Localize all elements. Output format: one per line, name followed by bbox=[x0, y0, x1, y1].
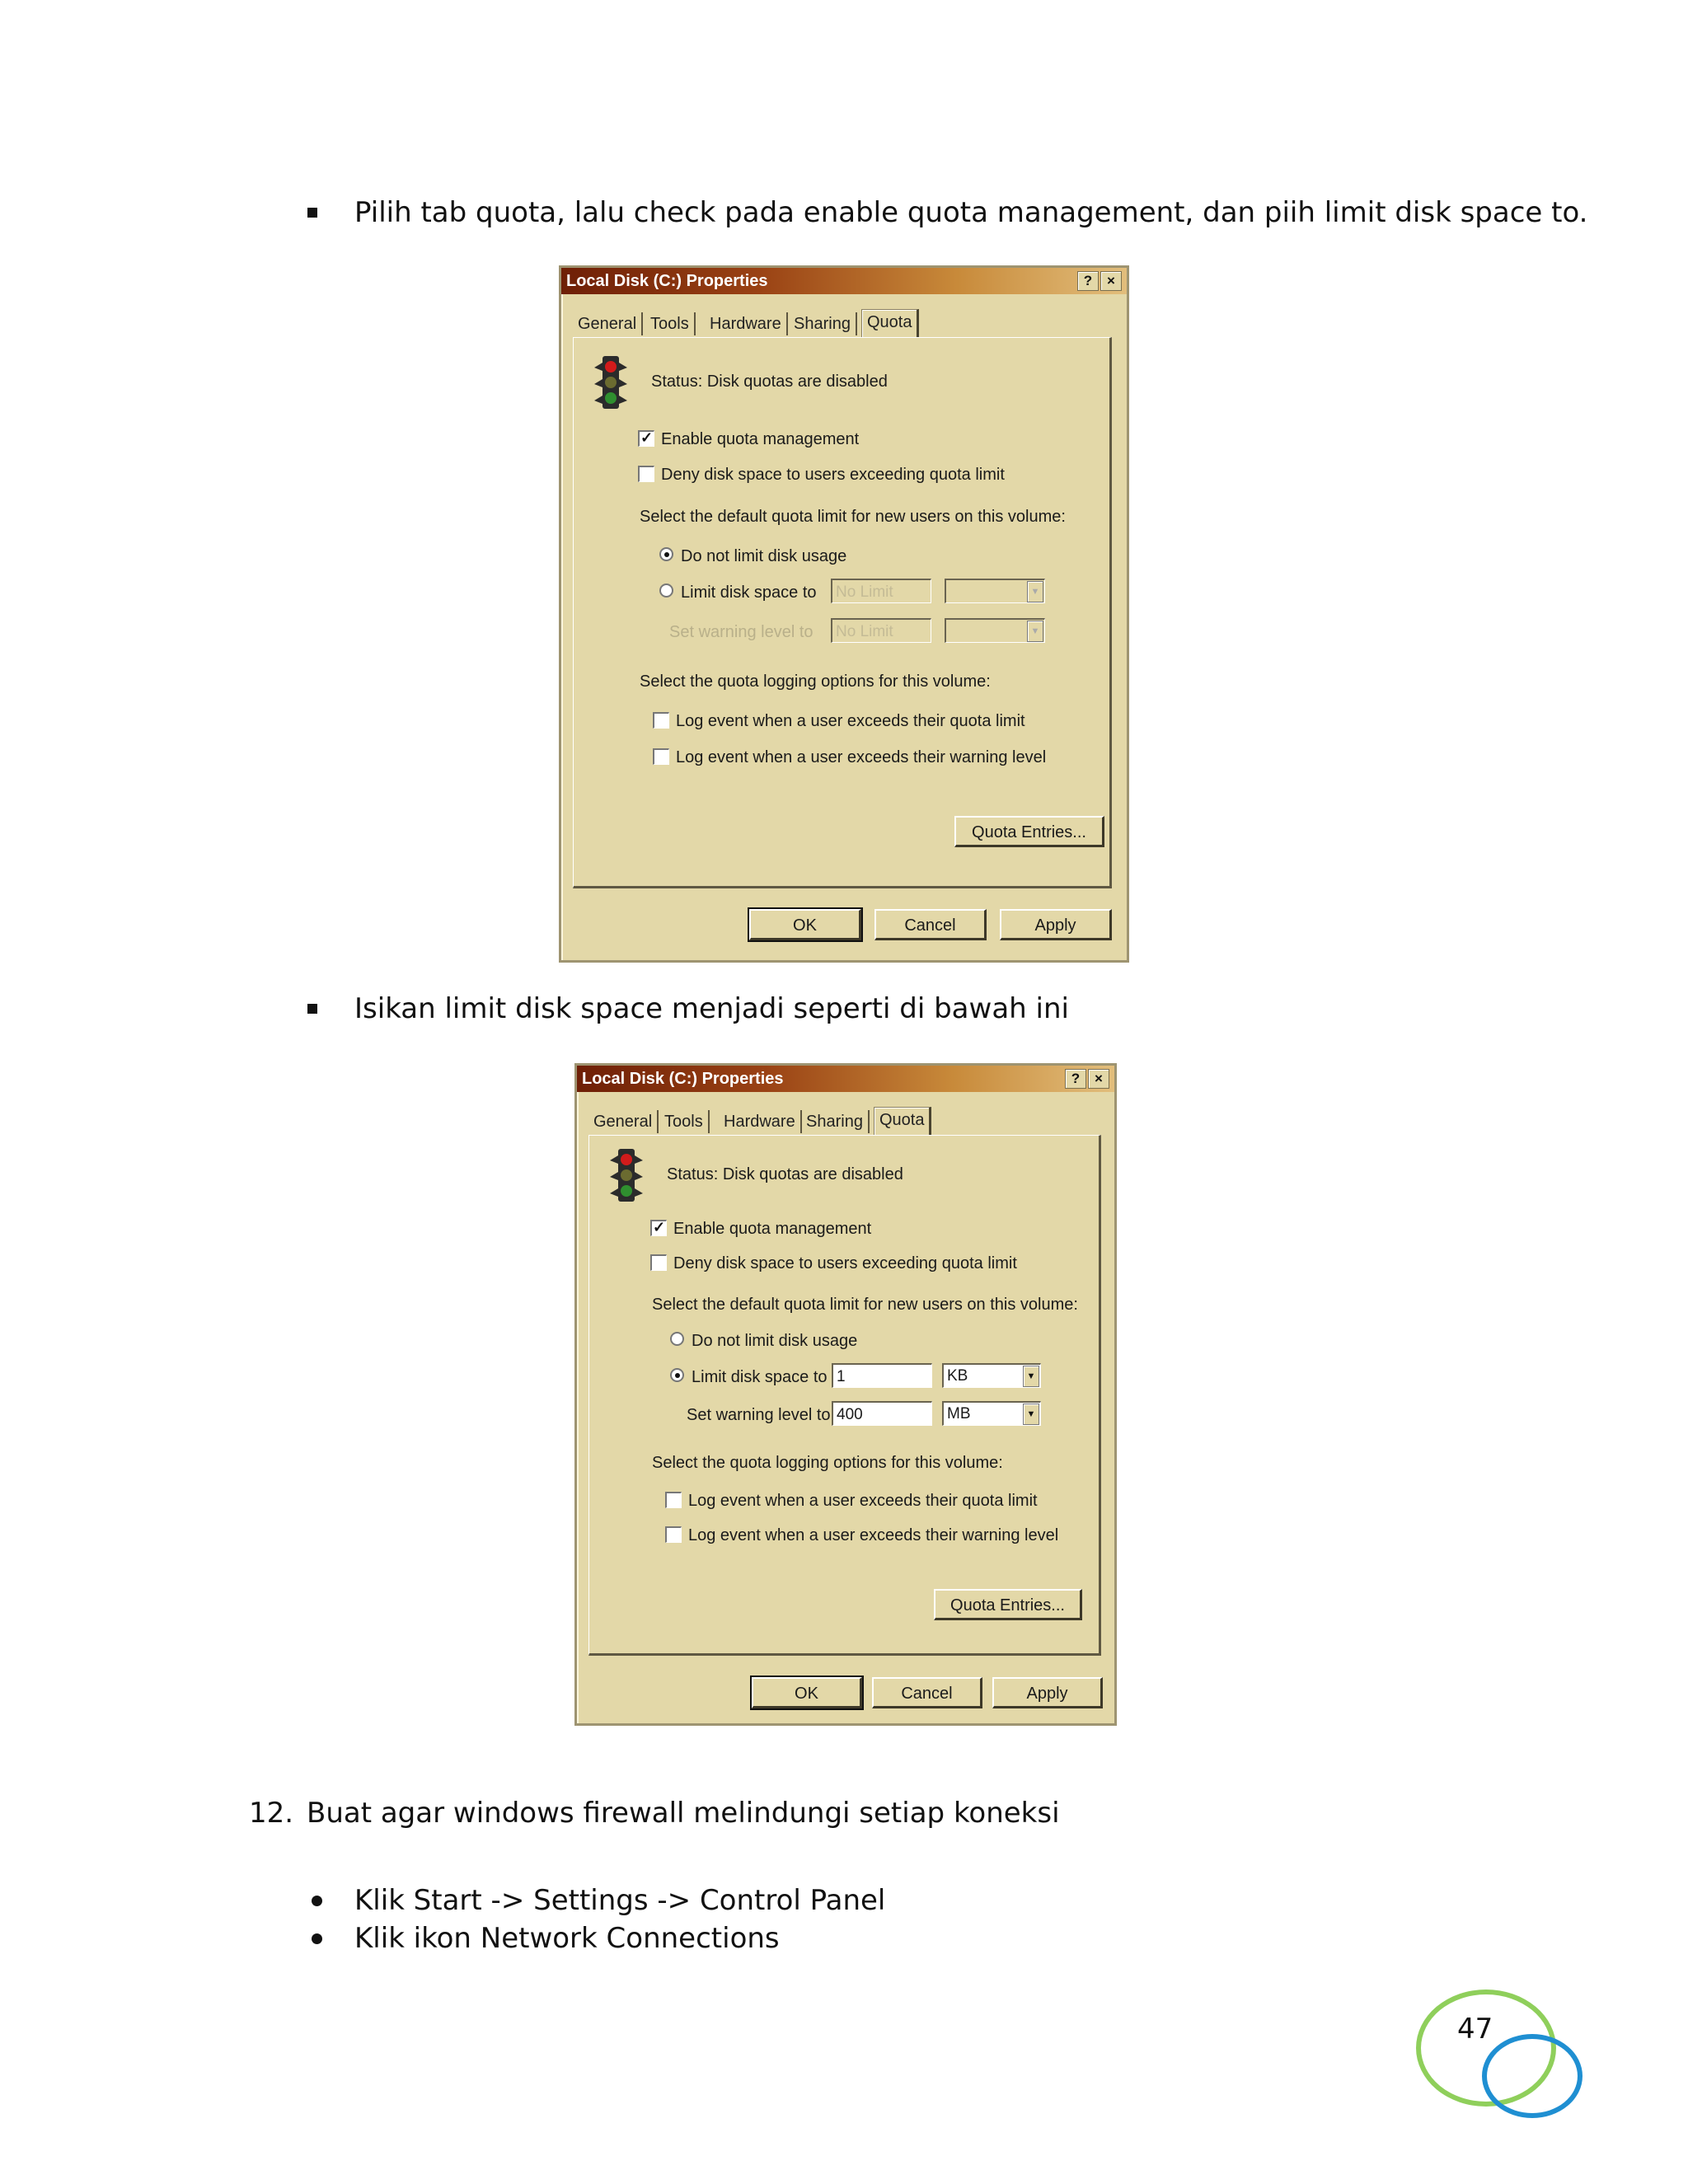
no-limit-label: Do not limit disk usage bbox=[692, 1332, 858, 1350]
step-bullet-1: Klik Start -> Settings -> Control Panel bbox=[354, 1884, 886, 1917]
status-text: Status: Disk quotas are disabled bbox=[667, 1165, 903, 1183]
limit-unit-select[interactable] bbox=[942, 1363, 1041, 1388]
close-button[interactable]: × bbox=[1088, 1069, 1109, 1089]
step-number: 12. bbox=[249, 1797, 294, 1830]
dropdown-arrow-icon: ▼ bbox=[1023, 1404, 1039, 1425]
tab-tools[interactable]: Tools bbox=[645, 312, 696, 335]
limit-disk-label: Limit disk space to bbox=[692, 1368, 828, 1386]
log-warning-checkbox[interactable] bbox=[665, 1526, 682, 1543]
log-limit-label: Log event when a user exceeds their quota limit bbox=[676, 712, 1025, 730]
step-bullet-2: Klik ikon Network Connections bbox=[354, 1922, 780, 1955]
square-bullet-icon bbox=[307, 1004, 317, 1014]
default-quota-label: Select the default quota limit for new users on this volume: bbox=[640, 508, 1066, 526]
warning-unit-select[interactable] bbox=[945, 618, 1045, 643]
tab-sharing[interactable]: Sharing bbox=[789, 312, 857, 335]
no-limit-radio[interactable] bbox=[659, 547, 673, 561]
dialog-title: Local Disk (C:) Properties bbox=[577, 1066, 1114, 1092]
cancel-button[interactable]: Cancel bbox=[872, 1677, 982, 1708]
round-bullet-icon bbox=[312, 1896, 322, 1906]
close-button[interactable]: × bbox=[1100, 271, 1122, 291]
no-limit-radio[interactable] bbox=[670, 1332, 684, 1346]
default-quota-label: Select the default quota limit for new users on this volume: bbox=[652, 1296, 1078, 1314]
dropdown-arrow-icon: ▼ bbox=[1027, 621, 1043, 642]
page-number: 47 bbox=[1457, 2013, 1493, 2046]
limit-disk-radio[interactable] bbox=[670, 1368, 684, 1382]
log-limit-label: Log event when a user exceeds their quota limit bbox=[688, 1492, 1038, 1510]
tab-quota[interactable]: Quota bbox=[861, 309, 919, 338]
enable-quota-label: Enable quota management bbox=[661, 430, 860, 448]
apply-button[interactable]: Apply bbox=[992, 1677, 1103, 1708]
enable-quota-label: Enable quota management bbox=[673, 1220, 872, 1238]
help-button[interactable]: ? bbox=[1077, 271, 1099, 291]
apply-button[interactable]: Apply bbox=[1000, 909, 1112, 940]
log-warning-checkbox[interactable] bbox=[653, 748, 669, 765]
square-bullet-icon bbox=[307, 208, 317, 218]
status-text: Status: Disk quotas are disabled bbox=[651, 373, 888, 391]
step-text: Buat agar windows firewall melindungi setiap koneksi bbox=[307, 1797, 1060, 1830]
deny-disk-label: Deny disk space to users exceeding quota limit bbox=[661, 466, 1005, 484]
logging-options-label: Select the quota logging options for this volume: bbox=[652, 1454, 1003, 1472]
ok-button[interactable]: OK bbox=[749, 909, 861, 940]
enable-quota-checkbox[interactable]: ✓ bbox=[650, 1220, 667, 1236]
quota-entries-button[interactable]: Quota Entries... bbox=[934, 1589, 1082, 1620]
warning-level-label: Set warning level to bbox=[687, 1406, 831, 1424]
deny-disk-checkbox[interactable] bbox=[638, 466, 654, 482]
limit-value-field[interactable]: No Limit bbox=[831, 579, 931, 603]
tab-general[interactable]: General bbox=[588, 1110, 659, 1133]
traffic-light-icon bbox=[606, 1147, 647, 1203]
dropdown-arrow-icon: ▼ bbox=[1023, 1366, 1039, 1387]
properties-dialog-2 bbox=[574, 1063, 1117, 1726]
warning-unit-select[interactable] bbox=[942, 1401, 1041, 1426]
deny-disk-checkbox[interactable] bbox=[650, 1254, 667, 1271]
dialog-title: Local Disk (C:) Properties bbox=[561, 268, 1127, 294]
log-limit-checkbox[interactable] bbox=[665, 1492, 682, 1508]
dropdown-arrow-icon: ▼ bbox=[1027, 581, 1043, 602]
warning-level-label: Set warning level to bbox=[669, 623, 814, 641]
enable-quota-checkbox[interactable]: ✓ bbox=[638, 430, 654, 447]
no-limit-label: Do not limit disk usage bbox=[681, 547, 847, 565]
instruction-text-2: Isikan limit disk space menjadi seperti di bawah ini bbox=[354, 992, 1069, 1025]
quota-panel bbox=[588, 1135, 1101, 1656]
deny-disk-label: Deny disk space to users exceeding quota limit bbox=[673, 1254, 1017, 1272]
help-button[interactable]: ? bbox=[1065, 1069, 1086, 1089]
page-number-ring-blue bbox=[1482, 2034, 1582, 2118]
warning-value-field[interactable]: 400 bbox=[832, 1401, 932, 1426]
quota-panel bbox=[573, 337, 1112, 888]
instruction-text-1: Pilih tab quota, lalu check pada enable quota management, dan piih limit disk space to. bbox=[354, 196, 1588, 229]
tab-quota[interactable]: Quota bbox=[874, 1107, 931, 1136]
tab-hardware[interactable]: Hardware bbox=[719, 1110, 802, 1133]
cancel-button[interactable]: Cancel bbox=[874, 909, 987, 940]
log-limit-checkbox[interactable] bbox=[653, 712, 669, 729]
tab-general[interactable]: General bbox=[573, 312, 643, 335]
log-warning-label: Log event when a user exceeds their warning level bbox=[688, 1526, 1059, 1544]
properties-dialog-1 bbox=[559, 265, 1129, 963]
limit-disk-label: Limit disk space to bbox=[681, 583, 817, 602]
limit-unit-select[interactable] bbox=[945, 579, 1045, 603]
warning-value-field[interactable]: No Limit bbox=[831, 618, 931, 643]
quota-entries-button[interactable]: Quota Entries... bbox=[954, 816, 1104, 847]
limit-disk-radio[interactable] bbox=[659, 583, 673, 598]
round-bullet-icon bbox=[312, 1933, 322, 1944]
traffic-light-icon bbox=[590, 354, 631, 410]
limit-value-field[interactable]: 1 bbox=[832, 1363, 932, 1388]
tab-hardware[interactable]: Hardware bbox=[705, 312, 788, 335]
tab-tools[interactable]: Tools bbox=[659, 1110, 710, 1133]
warning-unit-value: MB bbox=[947, 1405, 971, 1422]
tab-sharing[interactable]: Sharing bbox=[801, 1110, 870, 1133]
ok-button[interactable]: OK bbox=[752, 1677, 862, 1708]
logging-options-label: Select the quota logging options for this volume: bbox=[640, 673, 991, 691]
limit-unit-value: KB bbox=[947, 1367, 968, 1385]
log-warning-label: Log event when a user exceeds their warning level bbox=[676, 748, 1047, 766]
